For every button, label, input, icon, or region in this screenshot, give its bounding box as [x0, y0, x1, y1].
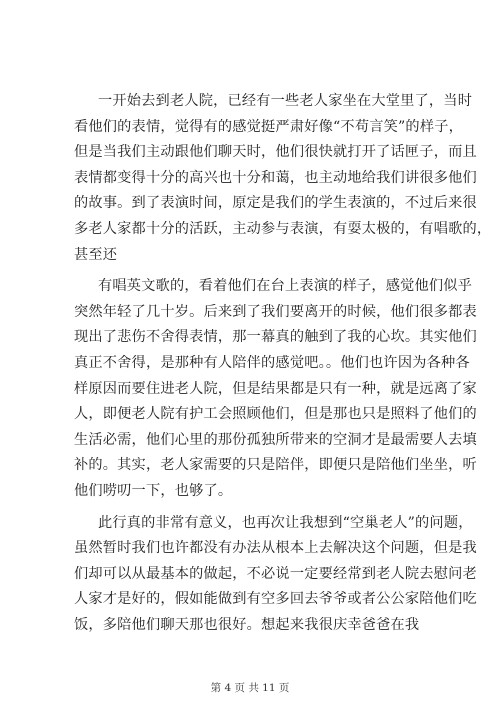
paragraph-line: 的故事。到了表演时间，原定是我们的学生表演的，不过后来很 [74, 195, 477, 212]
paragraph-line: 们却可以从最基本的做起，不必说一定要经常到老人院去慰问老 [74, 565, 477, 582]
paragraph-1 [74, 89, 492, 268]
paragraph-line: 甚至还 [74, 246, 118, 263]
page-footer [0, 680, 500, 695]
paragraph-line: 但是当我们主动跟他们聊天时，他们很快就打开了话匣子，而且 [74, 144, 477, 161]
paragraph-line: 多老人家都十分的活跃，主动参与表演，有耍太极的，有唱歌的， [74, 220, 492, 237]
paragraph-line: 突然年轻了几十岁。后来到了我们要离开的时候，他们很多都表 [74, 303, 477, 320]
page-number-label: 第 4 页 共 11 页 [210, 682, 290, 694]
paragraph-line: 一开始去到老人院，已经有一些老人家坐在大堂里了，当时 [98, 93, 473, 109]
paragraph-line: 现出了悲伤不舍得表情，那一幕真的触到了我的心坎。其实他们 [74, 329, 477, 346]
paragraph-line: 表情都变得十分的高兴也十分和蔼，也主动地给我们讲很多他们 [74, 169, 477, 186]
paragraph-line: 有唱英文歌的，看着他们在台上表演的样子，感觉他们似乎 [98, 278, 473, 295]
paragraph-3 [74, 511, 477, 639]
paragraph-line: 补的。其实，老人家需要的只是陪伴，即便只是陪他们坐坐，听 [74, 457, 477, 474]
paragraph-line: 样原因而要住进老人院，但是结果都是只有一种，就是远离了家 [74, 380, 477, 397]
paragraph-line: 他们唠叨一下，也够了。 [74, 482, 233, 499]
paragraph-line: 虽然暂时我们也许都没有办法从根本上去解决这个问题，但是我 [74, 540, 477, 557]
paragraph-line: 生活必需，他们心里的那份孤独所带来的空洞才是最需要人去填 [74, 431, 477, 448]
paragraph-line: 人，即便老人院有护工会照顾他们，但是那也只是照料了他们的 [74, 406, 477, 423]
document-body [74, 89, 492, 638]
paragraph-2 [74, 274, 477, 504]
paragraph-line: 饭，多陪他们聊天那也很好。想起来我很庆幸爸爸在我 [74, 616, 420, 633]
paragraph-line: 真正不舍得，是那种有人陪伴的感觉吧。。他们也许因为各种各 [74, 354, 470, 371]
paragraph-line: 人家才是好的，假如能做到有空多回去爷爷或者公公家陪他们吃 [74, 591, 477, 608]
paragraph-line: 此行真的非常有意义，也再次让我想到“空巢老人”的问题， [98, 514, 473, 531]
paragraph-line: 看他们的表情，觉得有的感觉挺严肃好像“不苟言笑”的样子， [74, 118, 463, 135]
